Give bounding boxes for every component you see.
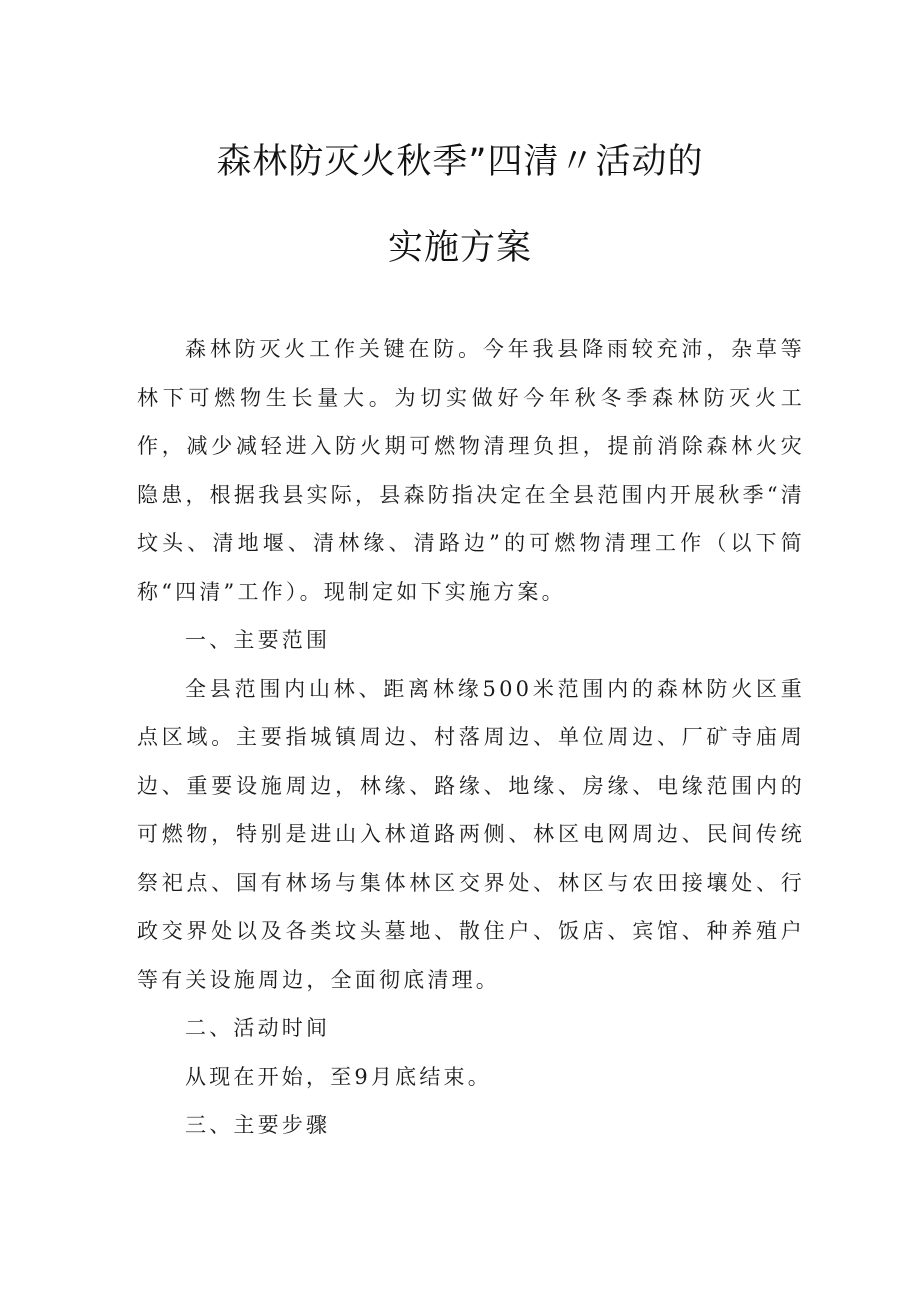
section-2-paragraph: 从现在开始，至9月底结束。 [185,1064,492,1089]
section-2-heading: 二、活动时间 [185,1016,331,1040]
document-title-line-2: 实施方案 [387,228,532,268]
section-1-heading: 一、主要范围 [185,628,331,652]
document-title-line-1: 森林防灭火秋季”四清〃活动的 [216,142,704,182]
section-1-paragraph: 全县范围内山林、距离林缘500米范围内的森林防火区重点区域。主要指城镇周边、村落周边、单位周边、厂矿寺庙周边、重要设施周边，林缘、路缘、地缘、房缘、电缘范围内的可燃物，特别是进山入林道路两侧、林区电网周边、民间传统祭祀点、国有林场与集体林区交界处、林区与农田接壤处、行政交界处以及各类坟头墓地、散住户、饭店、宾馆、种养殖户等有关设施周边，全面彻底清理。 [137,676,805,992]
document-body [137,325,805,1150]
intro-paragraph: 森林防灭火工作关键在防。今年我县降雨较充沛，杂草等林下可燃物生长量大。为切实做好今年秋冬季森林防灭火工作，减少减轻进入防火期可燃物清理负担，提前消除森林火灾隐患，根据我县实际，县森防指决定在全县范围内开展秋季“清坟头、清地堰、清林缘、清路边”的可燃物清理工作（以下简称“四清”工作）。现制定如下实施方案。 [137,337,805,604]
section-3-heading: 三、主要步骤 [185,1113,331,1137]
